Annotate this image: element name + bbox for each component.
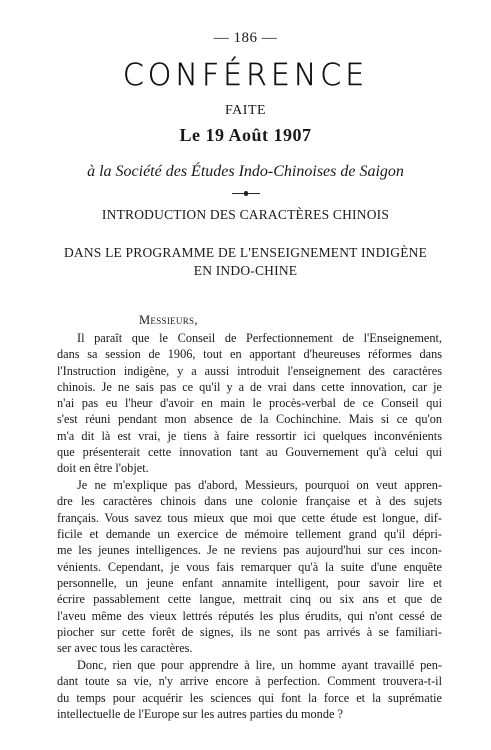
paragraph-2	[57, 477, 442, 656]
text-line: français. Vous savez tous mieux que moi que cette étude est longue, dif-	[57, 510, 442, 525]
text-line: dant toute sa vie, n'y arrive encore à perfection. Comment trouvera-t-il	[57, 674, 442, 689]
text-line: doit en être l'objet.	[57, 461, 149, 476]
text-line: Il paraît que le Conseil de Perfectionnement de l'Enseignement,	[77, 331, 442, 345]
ornament-divider-icon	[232, 190, 260, 198]
text-line: dans sa session de 1906, tout en apportant d'heureuses réformes dans	[57, 347, 442, 362]
text-line: l'aveu même des vieux lettrés réputés les plus érudits, qui n'ont cessé de	[57, 608, 442, 623]
conference-date: Le 19 Août 1907	[179, 125, 312, 145]
page-number: — 186 —	[213, 30, 278, 46]
salutation: Messieurs,	[139, 313, 198, 327]
text-line: intellectuelle de l'Europe sur les autres parties du monde ?	[57, 706, 343, 721]
society-line: à la Société des Études Indo-Chinoises de Saigon	[87, 163, 404, 180]
text-line: l'Instruction indigène, y a aussi introduit l'enseignement des caractères	[57, 363, 442, 378]
text-line: Donc, rien que pour apprendre à lire, un homme ayant travaillé pen-	[77, 657, 442, 672]
subtitle-line-1: INTRODUCTION DES CARACTÈRES CHINOIS	[101, 207, 390, 222]
subtitle-line-3: EN INDO-CHINE	[193, 263, 298, 278]
text-line: vénients. Cependant, je vous fais remarquer qu'à la suite d'une enquête	[57, 559, 442, 574]
text-line: personnelle, un jeune enfant annamite intelligent, pour savoir lire et	[57, 575, 442, 590]
text-line: ser avec tous les caractères.	[57, 641, 193, 656]
text-line: chinois. Je ne sais pas ce qu'il y a de vrai dans cette innovation, car je	[57, 379, 442, 394]
text-line: m'a dit là est vrai, je tiens à faire ressortir ici quelques inconvénients	[57, 428, 442, 443]
paragraph-1	[57, 330, 442, 477]
text-line: piocher sur cette forêt de signes, ils ne sont pas arrivés à se familiari-	[57, 624, 442, 639]
text-line: s'est réuni pendant mon absence de la Cochinchine. Mais si ce qu'on	[57, 412, 442, 427]
text-line: ficile et demande un exercice de mémoire tellement grand qu'il dépri-	[57, 527, 442, 542]
faite-label: FAITE	[224, 103, 267, 118]
text-line: me les jeunes intelligences. Je ne reviens pas aujourd'hui sur ces incon-	[57, 543, 442, 558]
text-line: Je ne m'explique pas d'abord, Messieurs, pourquoi on veut appren-	[77, 478, 442, 493]
text-line: n'ai pas eu l'heur d'avoir en main le procès-verbal de ce Conseil qui	[57, 396, 442, 411]
text-line: dre les caractères chinois dans une colonie française et à des sujets	[57, 494, 442, 509]
conference-title: CONFÉRENCE	[122, 58, 369, 93]
body-text	[57, 330, 442, 722]
text-line: que présenterait cette innovation tant au Gouvernement qu'à celui qui	[57, 445, 442, 460]
text-line: du temps pour acquérir les sciences qui font la force et la suprématie	[57, 690, 442, 705]
text-line: écrire passablement cette langue, mettrait cinq ou six ans et que de	[57, 592, 442, 607]
subtitle-line-2: DANS LE PROGRAMME DE L'ENSEIGNEMENT INDIGÈNE	[63, 245, 428, 260]
paragraph-3	[57, 657, 442, 722]
